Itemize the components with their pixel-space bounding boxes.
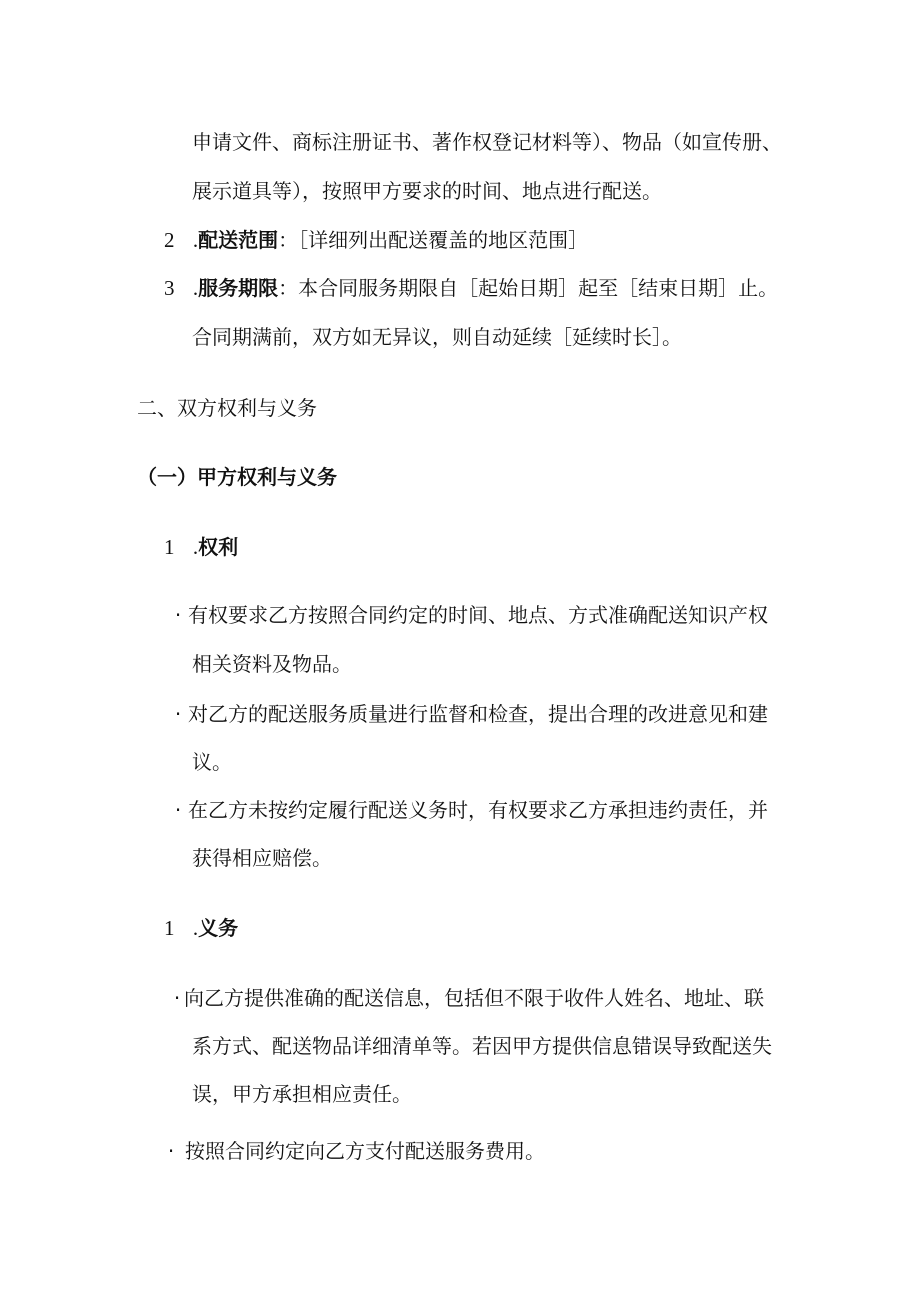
list-item-continuation: 议。 xyxy=(192,750,232,774)
list-item xyxy=(168,601,768,629)
list-item-continuation: 误，甲方承担相应责任。 xyxy=(192,1082,412,1106)
scope-item3 xyxy=(164,274,778,302)
item-dot: . xyxy=(192,916,199,940)
list-item xyxy=(168,796,768,824)
item-label: 配送范围 xyxy=(198,228,279,252)
list-item-text: 按照合同约定向乙方支付配送服务费用。 xyxy=(185,1139,545,1163)
rights-heading xyxy=(164,533,238,561)
item-text: ：本合同服务期限自［起始日期］起至［结束日期］止。 xyxy=(278,276,779,300)
list-item xyxy=(168,700,768,728)
scope-item1-continuation-1: 申请文件、商标注册证书、著作权登记材料等）、物品（如宣传册、 xyxy=(192,130,782,154)
scope-item3-continuation: 合同期满前，双方如无异议，则自动延续［延续时长］。 xyxy=(192,325,682,349)
item-label: 服务期限 xyxy=(198,276,279,300)
list-item-text: 在乙方未按约定履行配送义务时，有权要求乙方承担违约责任，并 xyxy=(188,798,768,822)
list-item xyxy=(170,984,764,1012)
item-text: ：［详细列出配送覆盖的地区范围］ xyxy=(278,228,589,252)
bullet-icon: · xyxy=(174,798,182,822)
item-number: 2 xyxy=(164,228,175,252)
list-item-text: 有权要求乙方按照合同约定的时间、地点、方式准确配送知识产权 xyxy=(188,603,768,627)
scope-item2 xyxy=(164,226,588,254)
item-dot: . xyxy=(192,535,199,559)
item-dot: . xyxy=(192,228,199,252)
bullet-icon: · xyxy=(173,986,181,1010)
list-item-continuation: 系方式、配送物品详细清单等。若因甲方提供信息错误导致配送失 xyxy=(192,1034,772,1058)
list-item-continuation: 获得相应赔偿。 xyxy=(192,846,332,870)
item-number: 3 xyxy=(164,276,175,300)
item-dot: . xyxy=(192,276,199,300)
duties-heading xyxy=(164,914,238,942)
section-heading: 二、双方权利与义务 xyxy=(137,396,317,420)
item-number: 1 xyxy=(164,916,175,940)
list-item-continuation: 相关资料及物品。 xyxy=(192,652,352,676)
item-label: 义务 xyxy=(198,916,239,940)
item-number: 1 xyxy=(164,535,175,559)
subsection-heading: （一）甲方权利与义务 xyxy=(137,465,337,489)
scope-item1-continuation-2: 展示道具等），按照甲方要求的时间、地点进行配送。 xyxy=(192,179,662,203)
bullet-icon: · xyxy=(174,702,182,726)
list-item-text: 向乙方提供准确的配送信息，包括但不限于收件人姓名、地址、联 xyxy=(184,986,764,1010)
list-item xyxy=(157,1137,545,1165)
bullet-icon: · xyxy=(167,1139,175,1163)
list-item-text: 对乙方的配送服务质量进行监督和检查，提出合理的改进意见和建 xyxy=(188,702,768,726)
bullet-icon: · xyxy=(174,603,182,627)
item-label: 权利 xyxy=(198,535,239,559)
